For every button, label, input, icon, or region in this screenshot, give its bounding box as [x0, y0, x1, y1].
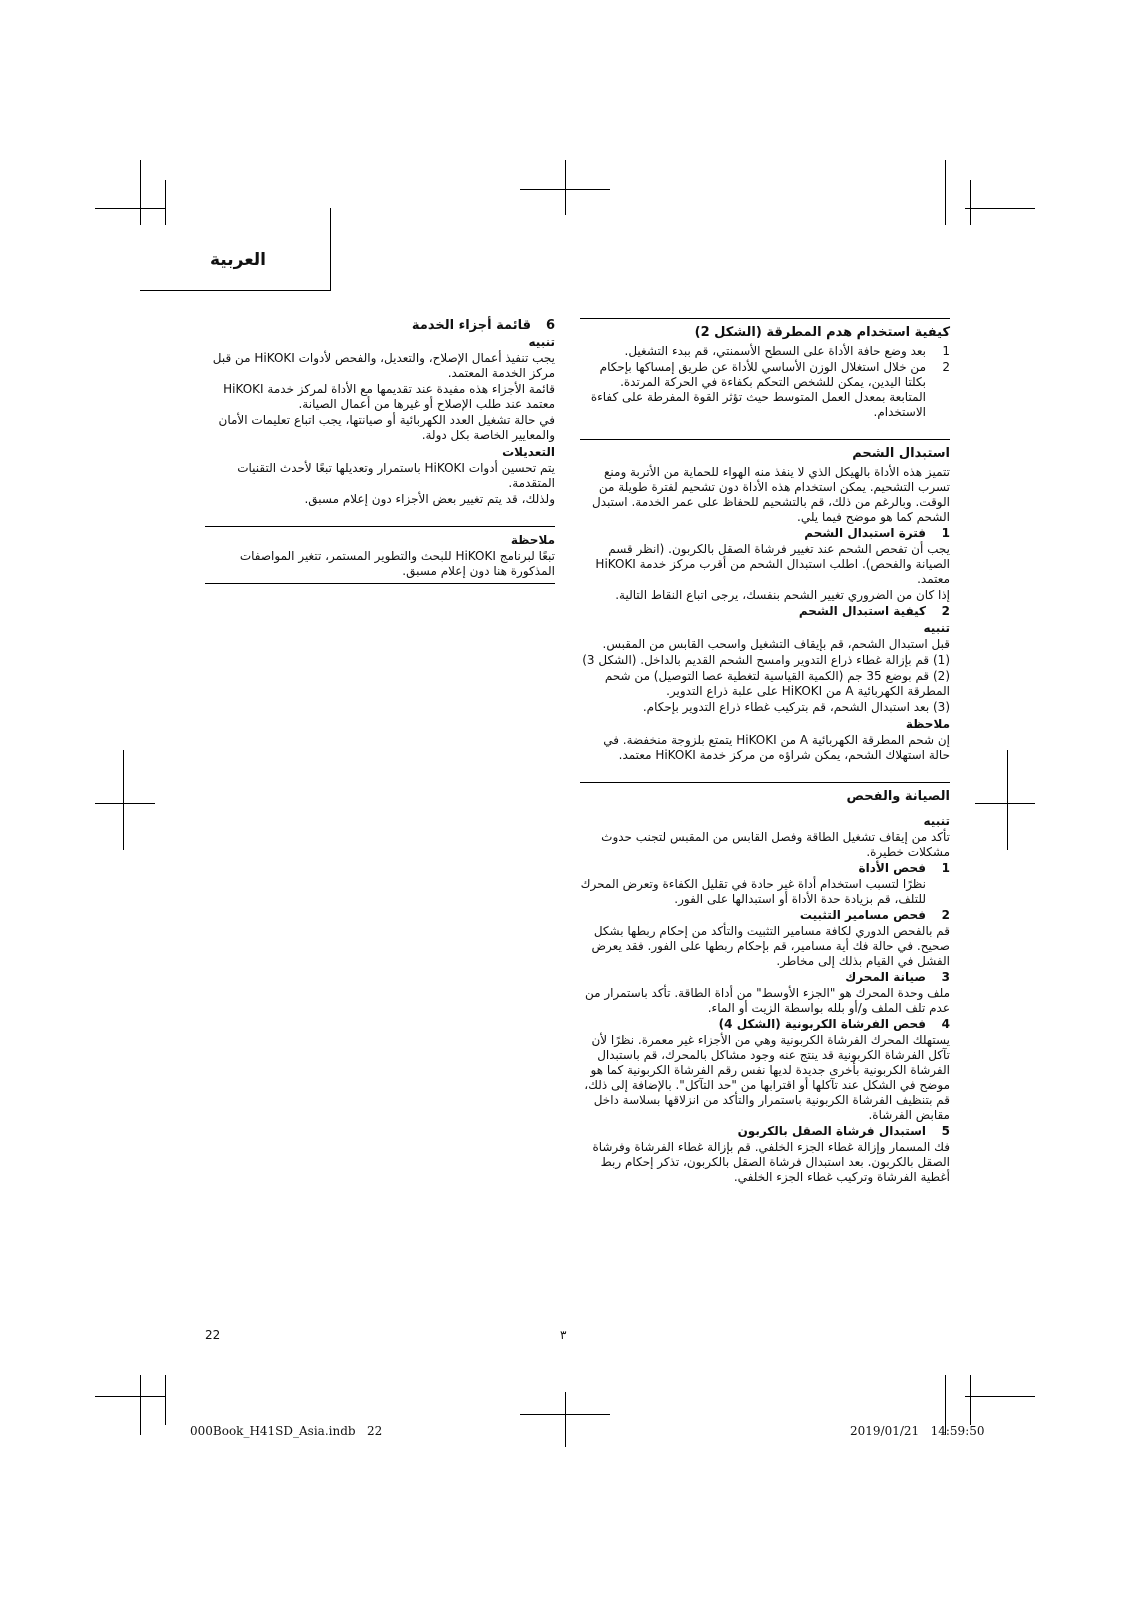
step: (2) قم بوضع 35 جم (الكمية القياسية لتغطية عصا التوصيل) من شحم المطرقة الكهربائية A من HiKOKI على علبة ذراع التدوير.	[604, 669, 950, 698]
paragraph: يجب أن تفحص الشحم عند تغيير فرشاة الصقل بالكربون. (انظر قسم الصيانة والفحص). اطلب استبدال الشحم من أقرب مركز خدمة HiKOKI معتمد.	[595, 542, 950, 586]
section-grease	[580, 439, 950, 763]
caution-label: تنبيه	[923, 814, 950, 828]
paragraph: قم بالفحص الدوري لكافة مسامير التثبيت والتأكد من إحكام ربطها بشكل صحيح. في حالة فك أية مسامير، قم بإحكام ربطها على الفور. فقد يعرض الفشل في القيام بذلك إلى مخاطر.	[591, 924, 950, 968]
footer-file: 000Book_H41SD_Asia.indb 22	[190, 1424, 383, 1438]
crop-mark	[965, 208, 1035, 209]
crop-mark	[945, 160, 946, 225]
crop-mark	[565, 160, 566, 215]
subheading: 3 صيانة المحرك	[845, 970, 950, 984]
caution-label: تنبيه	[528, 335, 555, 349]
paragraph: إن شحم المطرقة الكهربائية A من HiKOKI يتمتع بلزوجة منخفضة. في حالة استهلاك الشحم، يمكن شراؤه من مركز خدمة HiKOKI معتمد.	[603, 733, 950, 762]
crop-mark	[1007, 750, 1008, 850]
subheading: 2 فحص مسامير التثبيت	[799, 908, 950, 922]
paragraph: يجب تنفيذ أعمال الإصلاح، والتعديل، والفحص لأدوات HiKOKI من قبل مركز الخدمة المعتمد.	[212, 351, 555, 380]
paragraph: نظرًا لتسبب استخدام أداة غير حادة في تقليل الكفاءة وتعرض المحرك للتلف، قم بزيادة حدة الأداة أو استبدالها على الفور.	[580, 877, 926, 906]
right-column	[580, 318, 950, 1186]
crop-mark	[970, 180, 971, 225]
section-demolition	[580, 318, 950, 420]
crop-mark	[95, 803, 155, 804]
paragraph: ولذلك، قد يتم تغيير بعض الأجزاء دون إعلام مسبق.	[304, 492, 555, 506]
section-title: الصيانة والفحص	[580, 782, 950, 808]
left-column	[205, 318, 555, 585]
caution-label: تنبيه	[923, 621, 950, 635]
paragraph: تأكد من إيقاف تشغيل الطاقة وفصل القابس من المقبس لتجنب حدوث مشكلات خطيرة.	[601, 830, 950, 859]
crop-mark	[970, 1375, 971, 1425]
paragraph: قبل استبدال الشحم، قم بإيقاف التشغيل واسحب القابس من المقبس.	[602, 637, 950, 651]
note-label: ملاحظة	[510, 533, 555, 547]
subheading: 4 فحص الفرشاة الكربونية (الشكل 4)	[718, 1017, 950, 1031]
paragraph: تبعًا لبرنامج HiKOKI للبحث والتطوير المستمر، تتغير المواصفات المذكورة هنا دون إعلام مسبق.	[205, 549, 555, 584]
language-label: العربية	[210, 250, 267, 270]
section-title: 6 قائمة أجزاء الخدمة	[411, 318, 555, 333]
modifications-label: التعديلات	[502, 445, 555, 459]
paragraph: إذا كان من الضروري تغيير الشحم بنفسك، يرجى اتباع النقاط التالية.	[615, 588, 950, 602]
section-title: كيفية استخدام هدم المطرقة (الشكل 2)	[580, 318, 950, 344]
crop-mark	[95, 1396, 165, 1397]
step: (1) قم بإزالة غطاء ذراع التدوير وامسح الشحم القديم بالداخل. (الشكل 3)	[582, 653, 950, 667]
paragraph: تتميز هذه الأداة بالهيكل الذي لا ينفذ منه الهواء للحماية من الأتربة ومنع تسرب التشحيم. يمكن استخدام هذه الأداة دون تشحيم لفترة طويلة من الوقت. وبالرغم من ذلك، قم بالتشحيم للحفاظ على عمر الخدمة. استبدل الشحم كما هو موضح فيما يلي.	[591, 465, 950, 524]
crop-mark	[965, 1396, 1035, 1397]
paragraph: فك المسمار وإزالة غطاء الجزء الخلفي. قم بإزالة غطاء الفرشاة وفرشاة الصقل بالكربون. بعد استبدال فرشاة الصقل بالكربون، تذكر إحكام ربط أغطية الفرشاة وتركيب غطاء الجزء الخلفي.	[592, 1140, 950, 1184]
list-item: 1 بعد وضع حافة الأداة على السطح الأسمنتي، قم ببدء التشغيل.	[624, 344, 950, 358]
step: (3) بعد استبدال الشحم، قم بتركيب غطاء ذراع التدوير بإحكام.	[642, 700, 950, 714]
paragraph: قائمة الأجزاء هذه مفيدة عند تقديمها مع الأداة لمركز خدمة HiKOKI معتمد عند طلب الإصلاح أو غيرها من أعمال الصيانة.	[223, 382, 555, 411]
subheading: 5 استبدال فرشاة الصقل بالكربون	[737, 1124, 950, 1138]
subheading: 1 فترة استبدال الشحم	[804, 526, 950, 540]
crop-mark	[165, 1375, 166, 1425]
crop-mark	[565, 1392, 566, 1447]
footer-datetime: 2019/01/21 14:59:50	[850, 1424, 985, 1438]
subheading: 2 كيفية استبدال الشحم	[798, 604, 950, 618]
crop-mark	[975, 803, 1035, 804]
section-service-parts	[205, 318, 555, 507]
paragraph: يستهلك المحرك الفرشاة الكربونية وهي من الأجزاء غير معمرة. نظرًا لأن تآكل الفرشاة الكربونية قد ينتج عنه وجود مشاكل بالمحرك، قم باستبدال الفرشاة الكربونية بأخرى جديدة لديها نفس رقم الفرشاة الكربونية كما هو موضح في الشكل عند تآكلها أو اقترابها من "حد التآكل". بالإضافة إلى ذلك، قم بتنظيف الفرشاة الكربونية باستمرار والتأكد من انزلاقها بسلاسة داخل مقابض الفرشاة.	[584, 1033, 950, 1122]
page-number-arabic: ٣	[560, 1328, 567, 1342]
crop-mark	[123, 750, 124, 850]
paragraph: في حالة تشغيل العدد الكهربائية أو صيانتها، يجب اتباع تعليمات الأمان والمعايير الخاصة بكل دولة.	[218, 413, 555, 442]
crop-mark	[140, 1375, 141, 1435]
subheading: 1 فحص الأداة	[858, 861, 950, 875]
list-item: 2 من خلال استغلال الوزن الأساسي للأداة عن طريق إمساكها بإحكام بكلتا اليدين، يمكن للشخص التحكم بكفاءة في الحركة المرتدة. المتابعة بمعدل العمل المتوسط حيث تؤثر القوة المفرطة على كفاءة الاستخدام.	[590, 360, 950, 419]
paragraph: ملف وحدة المحرك هو "الجزء الأوسط" من أداة الطاقة. تأكد باستمرار من عدم تلف الملف و/أو بلله بواسطة الزيت أو الماء.	[584, 986, 950, 1015]
page-number: 22	[205, 1328, 221, 1342]
section-maintenance	[580, 782, 950, 1185]
paragraph: يتم تحسين أدوات HiKOKI باستمرار وتعديلها تبعًا لأحدث التقنيات المتقدمة.	[237, 461, 555, 490]
section-note	[205, 526, 555, 584]
section-title: استبدال الشحم	[580, 439, 950, 465]
note-label: ملاحظة	[905, 717, 950, 731]
